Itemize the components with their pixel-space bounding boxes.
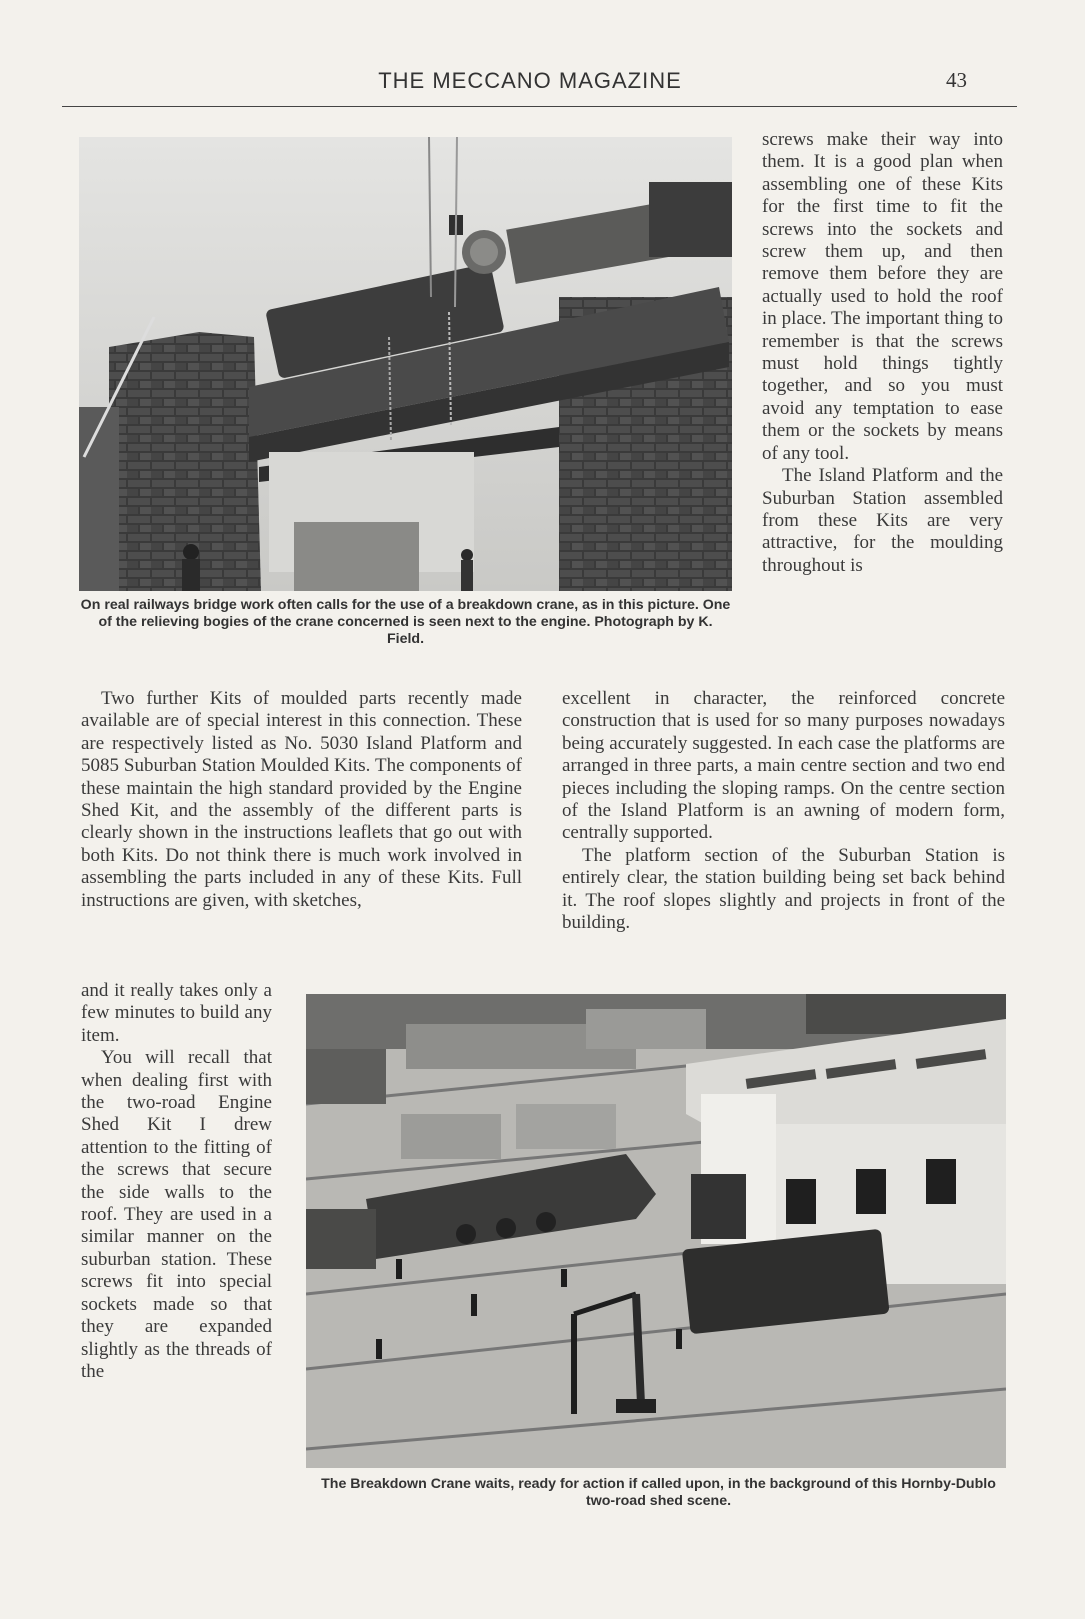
paragraph: The Island Platform and the Suburban Station assembled from these Kits are very attractive, for the moulding throughout is <box>762 465 1003 576</box>
article-left-bottom <box>81 980 272 1383</box>
paragraph: The platform section of the Suburban Station is entirely clear, the station building being set back behind it. The roof slopes slightly and projects in front of the building. <box>562 844 1005 934</box>
article-right-column-top <box>762 129 1003 577</box>
paragraph: Two further Kits of moulded parts recently made available are of special interest in this connection. These are respectively listed as No. 5030 Island Platform and 5085 Suburban Station Moulded Kits. The components of these maintain the high standard provided by the Engine Shed Kit, and the assembly of the different parts is clearly shown in the instructions leaflets that go out with both Kits. Do not think there is much work involved in assembling the parts included in any of these Kits. Full instructions are given, with sketches, <box>81 688 522 911</box>
paragraph: and it really takes only a few minutes to build any item. <box>81 980 272 1046</box>
bridge-photo-caption: On real railways bridge work often calls for the use of a breakdown crane, as in this picture. One of the relieving bogies of the crane concerned is seen next to the engine. Photograph by K. Field. <box>80 597 731 647</box>
header-rule <box>62 106 1017 107</box>
magazine-title: THE MECCANO MAGAZINE <box>378 68 682 93</box>
paragraph: You will recall that when dealing first with the two-road Engine Shed Kit I drew attention to the fitting of the screws that secure the side walls to the roof. They are used in a similar manner on the suburban station. These screws fit into special sockets made so that they are expanded slightly as the threads of the <box>81 1047 272 1382</box>
article-right-middle <box>562 688 1005 934</box>
layout-photo-caption: The Breakdown Crane waits, ready for action if called upon, in the background of this Hornby-Dublo two-road shed scene. <box>321 1476 996 1509</box>
paragraph: screws make their way into them. It is a good plan when assembling one of these Kits for the first time to fit the screws into the sockets and screw them up, and then remove them before they are actually used to hold the roof in place. The important thing to remember is that the screws must hold things tightly together, and so you must avoid any temptation to ease them or the sockets by means of any tool. <box>762 129 1003 464</box>
hornby-layout-photo <box>306 994 1006 1468</box>
page-number: 43 <box>946 68 967 92</box>
article-left-middle <box>81 688 522 912</box>
paragraph: excellent in character, the reinforced concrete construction that is used for so many purposes nowadays being accurately suggested. In each case the platforms are arranged in three parts, a main centre section and two end pieces including the sloping ramps. On the centre section of the Island Platform is an awning of modern form, centrally supported. <box>562 688 1005 844</box>
bridge-crane-photo <box>79 137 732 591</box>
